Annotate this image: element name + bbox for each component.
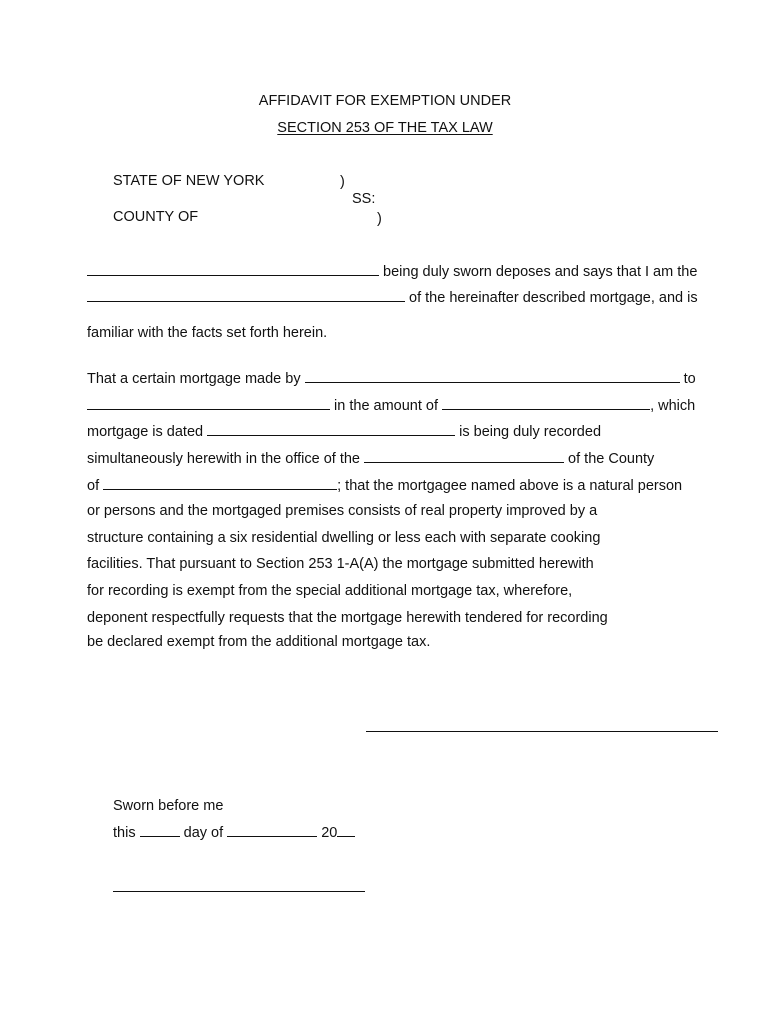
mortgagee-field[interactable] <box>87 396 330 410</box>
deponent-role-field[interactable] <box>87 288 405 302</box>
body-line-4 <box>87 449 654 468</box>
body-line-4-text-b: of the County <box>568 451 655 467</box>
jurat-year-field[interactable] <box>337 823 355 837</box>
recording-office-field[interactable] <box>364 449 564 463</box>
title-line-2: SECTION 253 OF THE TAX LAW <box>277 120 493 136</box>
body-line-5-text-b: ; that the mortgagee named above is a natural person <box>337 478 683 494</box>
jurat-day-field[interactable] <box>140 823 180 837</box>
body-line-9: for recording is exempt from the special additional mortgage tax, wherefore, <box>87 583 573 599</box>
jurat-year: 20 <box>321 825 338 841</box>
body-line-10: deponent respectfully requests that the mortgage herewith tendered for recording <box>87 610 608 626</box>
venue-paren-open: ) <box>340 174 345 190</box>
mortgagor-field[interactable] <box>305 369 680 383</box>
county-name-field[interactable] <box>103 476 337 490</box>
jurat-day-of: day of <box>183 825 224 841</box>
venue-paren-close: ) <box>377 211 382 227</box>
deponent-line-2-text: of the hereinafter described mortgage, and is <box>409 290 698 306</box>
body-line-1 <box>87 369 696 388</box>
deponent-line-2 <box>87 288 698 307</box>
body-line-4-text-a: simultaneously herewith in the office of the <box>87 451 360 467</box>
body-line-3-text-a: mortgage is dated <box>87 424 204 440</box>
body-line-2 <box>87 396 695 415</box>
deponent-line-1 <box>87 262 697 281</box>
body-line-8: facilities. That pursuant to Section 253 1-A(A) the mortgage submitted herewith <box>87 556 594 572</box>
deponent-line-1-text: being duly sworn deposes and says that I am the <box>383 264 698 280</box>
body-line-3 <box>87 422 601 441</box>
ss-label: SS: <box>352 191 376 207</box>
body-line-2-text-b: , which <box>650 398 696 414</box>
deponent-line-3: familiar with the facts set forth herein. <box>87 325 328 341</box>
state-label: STATE OF NEW YORK <box>113 173 265 189</box>
amount-field[interactable] <box>442 396 650 410</box>
body-line-5 <box>87 476 682 495</box>
body-line-7: structure containing a six residential dwelling or less each with separate cooking <box>87 530 601 546</box>
body-line-3-text-b: is being duly recorded <box>459 424 602 440</box>
mortgage-date-field[interactable] <box>207 422 455 436</box>
body-line-2-text-a: in the amount of <box>334 398 439 414</box>
county-label: COUNTY OF <box>113 209 199 225</box>
deponent-name-field[interactable] <box>87 262 379 276</box>
body-line-1-text-a: That a certain mortgage made by <box>87 371 301 387</box>
body-line-1-text-b: to <box>683 371 696 387</box>
jurat-month-field[interactable] <box>227 823 317 837</box>
sworn-before-me: Sworn before me <box>113 798 224 814</box>
body-line-5-text-a: of <box>87 478 100 494</box>
body-line-11: be declared exempt from the additional mortgage tax. <box>87 634 431 650</box>
jurat-date-line <box>113 823 355 842</box>
jurat-this: this <box>113 825 136 841</box>
title-line-1: AFFIDAVIT FOR EXEMPTION UNDER <box>258 93 512 109</box>
body-line-6: or persons and the mortgaged premises consists of real property improved by a <box>87 503 598 519</box>
notary-signature-line[interactable] <box>113 891 365 892</box>
deponent-signature-line[interactable] <box>366 731 718 732</box>
